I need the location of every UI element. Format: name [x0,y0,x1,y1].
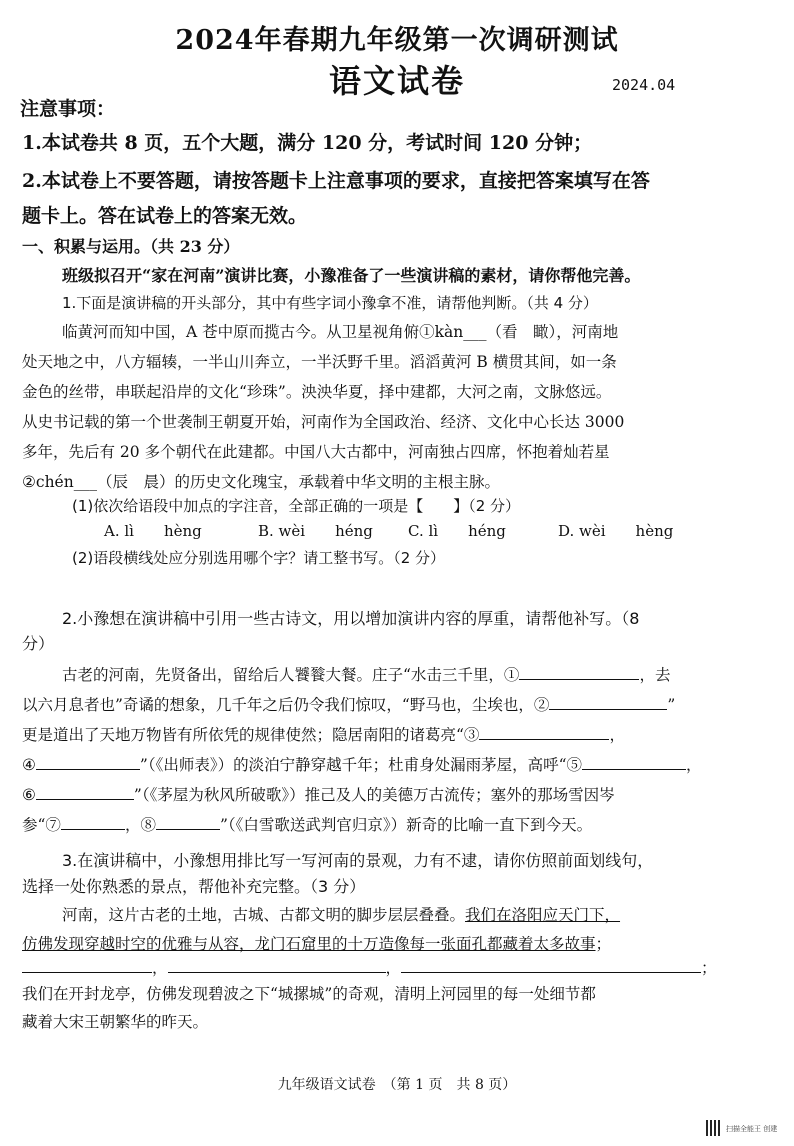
answer-blank-11[interactable] [401,957,701,974]
q2-line-1-text: 古老的河南，先贤备出，留给后人饕餮大餐。庄子“水击三千里，① [62,666,520,684]
q2-stem-a: 2.小豫想在演讲稿中引用一些古诗文，用以增加演讲内容的厚重，请帮他补写。（8 [62,609,640,628]
q2-line-5-text: ”（《茅屋为秋风所破歌》）推己及人的美德万古流传；塞外的那场雪因岑 [133,786,615,804]
notice-heading: 注意事项： [20,98,116,120]
q2-line-3 [22,723,625,745]
q2-line-6-end: ”（《白雪歌送武判官归京》）新奇的比喻一直下到今天。 [219,816,593,834]
q1-para-line-3: 金色的丝带，串联起沿岸的文化“珍珠”。泱泱华夏，择中建都，大河之南，文脉悠远。 [22,383,612,401]
q2-line-6-mid: ，⑧ [124,816,156,834]
answer-blank-7[interactable] [61,814,125,831]
q2-line-2-text: 以六月息者也”奇谲的想象，几千年之后仍令我们惊叹，“野马也，尘埃也，② [22,696,550,714]
qr-code-icon [706,1120,722,1136]
answer-blank-3[interactable] [479,724,609,741]
q3-para-line-4: 我们在开封龙亭，仿佛发现碧波之下“城摞城”的奇观，清明上河园里的每一处细节都 [22,985,596,1003]
q3-para-line-5: 藏着大宋王朝繁华的昨天。 [22,1013,209,1031]
exam-date: 2024.04 [612,76,676,94]
q2-line-6-text: 参“⑦ [22,816,61,834]
section1-heading: 一、积累与运用。（共 23 分） [22,237,240,256]
q3-comma-2: ， [385,959,402,977]
answer-blank-10[interactable] [168,957,386,974]
q1-para-line-5: 多年，先后有 20 多个朝代在此建都。中国八大古都中，河南独占四席，怀抱着灿若星 [22,443,610,461]
q3-model-sentence-b: 仿佛发现穿越时空的优雅与从容，龙门石窟里的十万造像每一张面孔都藏着太多故事 [22,935,596,953]
q1-option-d: D. wèi hèng [558,522,674,540]
exam-subtitle: 语文试卷 [328,62,465,100]
notice-item-2b: 题卡上。答在试卷上的答案无效。 [22,205,308,227]
q1-sub-question-1: (1)依次给语段中加点的字注音，全部正确的一项是【 】（2 分） [72,497,521,515]
q2-line-1-end: ，去 [639,666,671,684]
q1-stem: 1.下面是演讲稿的开头部分，其中有些字词小豫拿不准，请帮他判断。（共 4 分） [62,294,598,312]
answer-blank-1[interactable] [519,664,639,681]
q2-line-3-text: 更是道出了天地万物皆有所依凭的规律使然；隐居南阳的诸葛亮“③ [22,726,480,744]
q2-line-5-num: ⑥ [22,786,36,804]
q3-answer-line[interactable] [22,956,717,978]
notice-item-1: 1.本试卷共 8 页，五个大题，满分 120 分，考试时间 120 分钟； [22,132,593,154]
answer-blank-2[interactable] [549,694,667,711]
q3-stem-b: 选择一处你熟悉的景点，帮他补充完整。（3 分） [22,877,366,896]
q2-line-4-end: ， [686,756,702,774]
q1-sub-question-2: (2)语段横线处应分别选用哪个字？请工整书写。（2 分） [72,549,446,567]
q3-semicolon-1: ； [595,935,612,953]
q1-para-line-6: ②chén___（辰 晨）的历史文化瑰宝，承载着中华文明的主根主脉。 [22,473,500,491]
notice-item-2a: 2.本试卷上不要答题，请按答题卡上注意事项的要求，直接把答案填写在答 [22,170,650,192]
answer-blank-8[interactable] [156,814,220,831]
q2-line-4-num: ④ [22,756,36,774]
q3-model-sentence-a: 我们在洛阳应天门下， [465,906,621,924]
q2-line-2 [22,693,675,715]
q1-para-line-4: 从史书记载的第一个世袭制王朝夏开始，河南作为全国政治、经济、文化中心长达 3000 [22,413,625,431]
answer-blank-9[interactable] [22,957,152,974]
q2-line-5 [22,783,615,805]
q1-para-line-1: 临黄河而知中国，A 苍中原而揽古今。从卫星视角俯①kàn___（看 瞰），河南地 [62,323,619,341]
q2-line-6 [22,813,592,835]
q2-line-4-text: ”（《出师表》）的淡泊宁静穿越千年；杜甫身处漏雨茅屋，高呼“⑤ [139,756,583,774]
section1-intro: 班级拟召开“家在河南”演讲比赛，小豫准备了一些演讲稿的素材，请你帮他完善。 [62,266,641,285]
answer-blank-5[interactable] [582,754,686,771]
q2-line-4 [22,753,702,775]
q1-para-line-2: 处天地之中，八方辐辏，一半山川奔立，一半沃野千里。滔滔黄河 B 横贯其间，如一条 [22,353,617,371]
answer-blank-4[interactable] [36,754,140,771]
q3-para-line-1 [62,903,620,925]
scanner-watermark: 扫描全能王 创建 [726,1125,778,1133]
page-footer: 九年级语文试卷 （第 1 页 共 8 页） [277,1077,517,1093]
q2-stem-b: 分） [22,634,55,653]
q3-semicolon-2: ； [701,959,717,977]
q2-line-2-end: ” [667,696,676,714]
q1-option-b: B. wèi héng [258,522,373,540]
q3-comma-1: ， [152,959,168,977]
q3-para-text: 河南，这片古老的土地，古城、古都文明的脚步层层叠叠。 [62,906,466,924]
answer-blank-6[interactable] [36,784,134,801]
q1-option-a: A. lì hèng [104,522,202,540]
q1-option-c: C. lì héng [408,522,506,540]
exam-title: 2024年春期九年级第一次调研测试 [175,25,619,56]
q2-line-3-end: ， [609,726,625,744]
q2-line-1 [62,663,670,685]
q3-para-line-2 [22,932,611,954]
q3-stem-a: 3.在演讲稿中，小豫想用排比写一写河南的景观，力有不逮，请你仿照前面划线句， [62,851,654,870]
